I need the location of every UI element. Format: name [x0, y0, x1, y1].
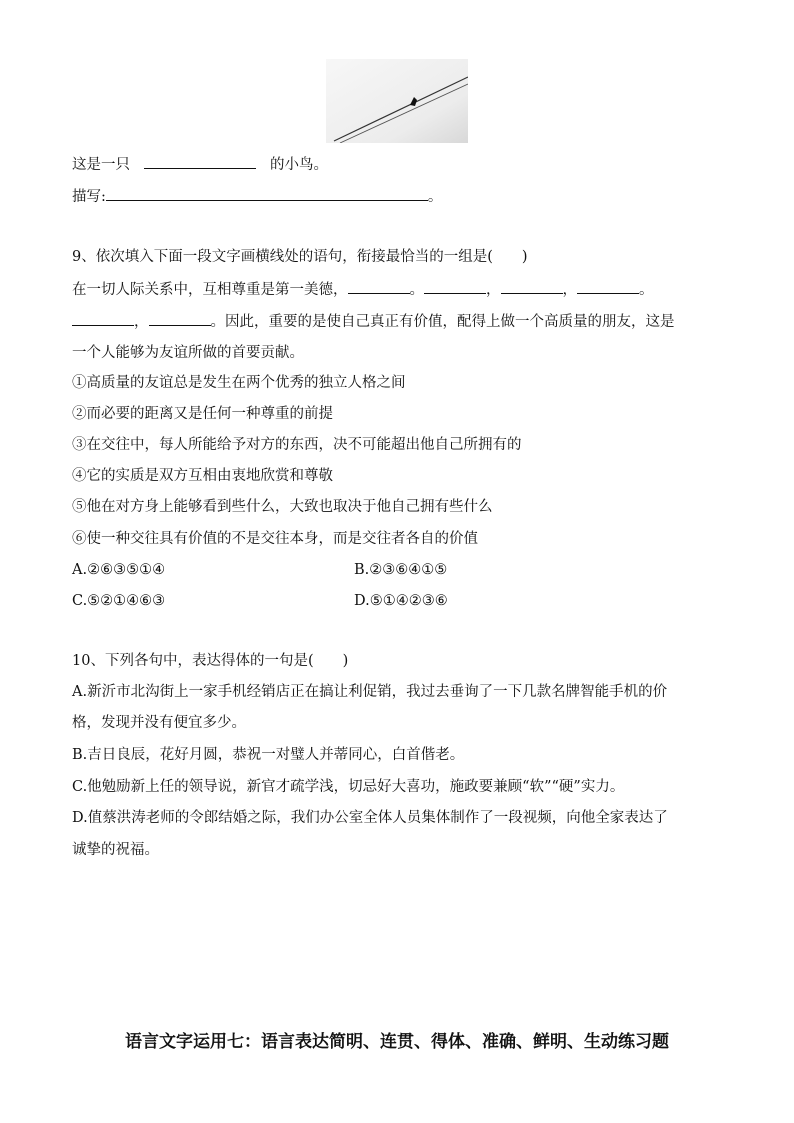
q9-option-d: D.⑤①④②③⑥	[354, 593, 448, 609]
q9-option-a: A.②⑥③⑤①④	[72, 562, 166, 578]
q9-item: ③在交往中，每人所能给予对方的东西，决不可能超出他自己所拥有的	[72, 437, 522, 453]
q9-sep: ，	[134, 314, 149, 330]
q8-sentence-suffix: 的小鸟。	[270, 157, 328, 173]
bird-on-wire-photo	[326, 59, 468, 143]
q9-passage-start: 在一切人际关系中，互相尊重是第一美德，	[72, 282, 348, 298]
q9-blank-2	[424, 279, 486, 294]
q10-stem: 10、下列各句中，表达得体的一句是( )	[72, 653, 349, 669]
q9-item: ⑤他在对方身上能够看到些什么，大致也取决于他自己拥有些什么	[72, 499, 493, 515]
q9-passage-line1	[72, 279, 654, 300]
q10-option-b: B.吉日良辰，花好月圆，恭祝一对璧人并蒂同心，白首偕老。	[72, 747, 465, 763]
q8-sentence-prefix: 这是一只	[72, 157, 130, 173]
q10-option-c: C.他勉励新上任的领导说，新官才疏学浅，切忌好大喜功，施政要兼顾“软”“硬”实力。	[72, 779, 625, 795]
q9-blank-1	[348, 279, 410, 294]
q9-stem: 9、依次填入下面一段文字画横线处的语句，衔接最恰当的一组是( )	[72, 249, 528, 265]
q10-option-d-line2: 诚挚的祝福。	[72, 842, 159, 858]
q9-sep: ，	[486, 282, 501, 298]
q9-item: ⑥使一种交往具有价值的不是交往本身，而是交往者各自的价值	[72, 531, 478, 547]
q8-describe	[72, 186, 442, 207]
q8-describe-blank	[106, 186, 428, 201]
q9-blank-3	[501, 279, 563, 294]
q8-describe-label: 描写:	[72, 189, 106, 205]
q9-sep: 。	[409, 282, 424, 298]
q9-blank-4	[577, 279, 639, 294]
q9-sep: ，	[562, 282, 577, 298]
section-title: 语言文字运用七：语言表达简明、连贯、得体、准确、鲜明、生动练习题	[125, 1032, 669, 1052]
q9-sep: 。	[639, 282, 654, 298]
q9-option-b: B.②③⑥④①⑤	[354, 562, 448, 578]
q10-option-a-line1: A.新沂市北沟街上一家手机经销店正在搞让利促销，我过去垂询了一下几款名牌智能手机的价	[72, 684, 668, 700]
q9-item: ④它的实质是双方互相由衷地欣赏和尊敬	[72, 468, 333, 484]
q8-sentence	[72, 154, 328, 175]
q9-blank-6	[149, 311, 211, 326]
q9-item: ②而必要的距离又是任何一种尊重的前提	[72, 406, 333, 422]
q9-passage-line2	[72, 311, 675, 332]
q10-option-d-line1: D.值蔡洪涛老师的令郎结婚之际，我们办公室全体人员集体制作了一段视频，向他全家表达了	[72, 810, 668, 826]
q9-passage-cont: 。因此，重要的是使自己真正有价值，配得上做一个高质量的朋友，这是	[210, 314, 675, 330]
q8-blank	[144, 154, 256, 169]
q8-describe-end: 。	[427, 189, 443, 205]
q10-option-a-line2: 格，发现并没有便宜多少。	[72, 715, 246, 731]
q9-blank-5	[72, 311, 134, 326]
q9-option-c: C.⑤②①④⑥③	[72, 593, 166, 609]
q9-item: ①高质量的友谊总是发生在两个优秀的独立人格之间	[72, 375, 406, 391]
q9-passage-line3: 一个人能够为友谊所做的首要贡献。	[72, 345, 304, 361]
